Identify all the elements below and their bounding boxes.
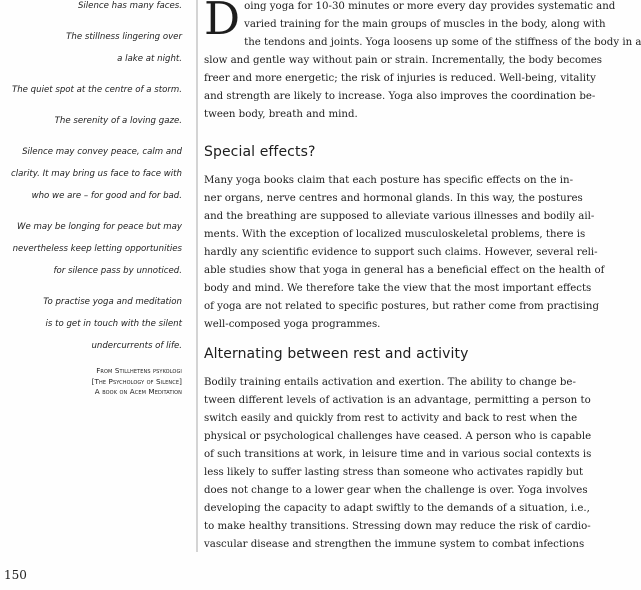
- text-line: ments. With the exception of localized musculoskeletal problems, there is: [204, 229, 586, 240]
- section-paragraph: [204, 172, 605, 334]
- section-heading: Special effects?: [204, 144, 316, 160]
- quote-line: The serenity of a loving gaze.: [54, 116, 182, 126]
- quote-line: The quiet spot at the centre of a storm.: [11, 85, 182, 95]
- quote-line: for silence pass by unnoticed.: [53, 266, 182, 276]
- source-line: From Stillhetens psykologi: [96, 366, 182, 375]
- text-line: slow and gentle way without pain or strain. Incrementally, the body becomes: [204, 55, 603, 66]
- quote-block: [0, 216, 182, 282]
- quote-line: undercurrents of life.: [91, 341, 182, 351]
- sidebar-divider: [196, 0, 198, 552]
- quote-block: [0, 79, 182, 101]
- quote-line: Silence may convey peace, calm and: [22, 147, 182, 157]
- drop-cap: D: [204, 0, 241, 45]
- quote-line: Silence has many faces.: [77, 1, 182, 11]
- quote-line: a lake at night.: [117, 54, 182, 64]
- quote-line: The stillness lingering over: [66, 32, 182, 42]
- quote-line: We may be longing for peace but may: [16, 222, 182, 232]
- text-line: oing yoga for 10-30 minutes or more every day provides systematic and: [244, 1, 616, 12]
- section-paragraph: [204, 374, 593, 554]
- quote-line: is to get in touch with the silent: [45, 319, 182, 329]
- quote-line: To practise yoga and meditation: [43, 297, 182, 307]
- text-line: ner organs, nerve centres and hormonal glands. In this way, the postures: [204, 193, 583, 204]
- quote-line: who we are – for good and for bad.: [31, 191, 182, 201]
- text-line: tween body, breath and mind.: [204, 109, 358, 120]
- text-line: body and mind. We therefore take the view that the most important effects: [204, 283, 592, 294]
- text-line: varied training for the main groups of muscles in the body, along with: [244, 19, 606, 30]
- source-line: [The Psychology of Silence]: [91, 376, 182, 386]
- text-line: developing the capacity to adapt swiftly to the demands of a situation, i.e.,: [204, 503, 590, 514]
- quote-line: nevertheless keep letting opportunities: [12, 244, 182, 254]
- text-line: and the breathing are supposed to alleviate various illnesses and bodily ail-: [204, 211, 595, 222]
- text-line: hardly any scientific evidence to support such claims. However, several reli-: [204, 247, 598, 258]
- quote-line: clarity. It may bring us face to face with: [11, 169, 182, 179]
- text-line: Many yoga books claim that each posture has specific effects on the in-: [204, 175, 574, 186]
- text-line: of yoga are not related to specific postures, but rather come from practising: [204, 301, 599, 312]
- text-line: does not change to a lower gear when the challenge is over. Yoga involves: [204, 485, 588, 496]
- page-number: 150: [4, 568, 27, 582]
- text-line: the tendons and joints. Yoga loosens up some of the stiffness of the body in a: [244, 37, 641, 48]
- text-line: to make healthy transitions. Stressing down may reduce the risk of cardio-: [204, 521, 591, 532]
- section-heading: Alternating between rest and activity: [204, 346, 469, 362]
- sidebar-quotes: [0, 0, 187, 548]
- text-line: less likely to suffer lasting stress than someone who activates rapidly but: [204, 467, 584, 478]
- quote-block: [0, 0, 182, 17]
- text-line: freer and more energetic; the risk of injuries is reduced. Well-being, vitality: [204, 73, 596, 84]
- text-line: switch easily and quickly from rest to activity and back to rest when the: [204, 413, 578, 424]
- quote-block: [0, 110, 182, 132]
- text-line: tween different levels of activation is an advantage, permitting a person to: [204, 395, 591, 406]
- text-line: Bodily training entails activation and exertion. The ability to change be-: [204, 377, 576, 388]
- text-line: able studies show that yoga in general has a beneficial effect on the health of: [204, 265, 605, 276]
- quote-block: [0, 291, 182, 357]
- intro-paragraph: [204, 0, 641, 124]
- text-line: and strength are likely to increase. Yoga also improves the coordination be-: [204, 91, 596, 102]
- quote-source: [0, 366, 182, 398]
- source-line: A book on Acem Meditation: [94, 387, 182, 396]
- quote-block: [0, 26, 182, 70]
- text-line: vascular disease and strengthen the immune system to combat infections: [204, 539, 585, 550]
- quote-block: [0, 141, 182, 207]
- text-line: well-composed yoga programmes.: [204, 319, 381, 330]
- text-line: of such transitions at work, in leisure time and in various social contexts is: [204, 449, 592, 460]
- text-line: physical or psychological challenges have ceased. A person who is capable: [204, 431, 592, 442]
